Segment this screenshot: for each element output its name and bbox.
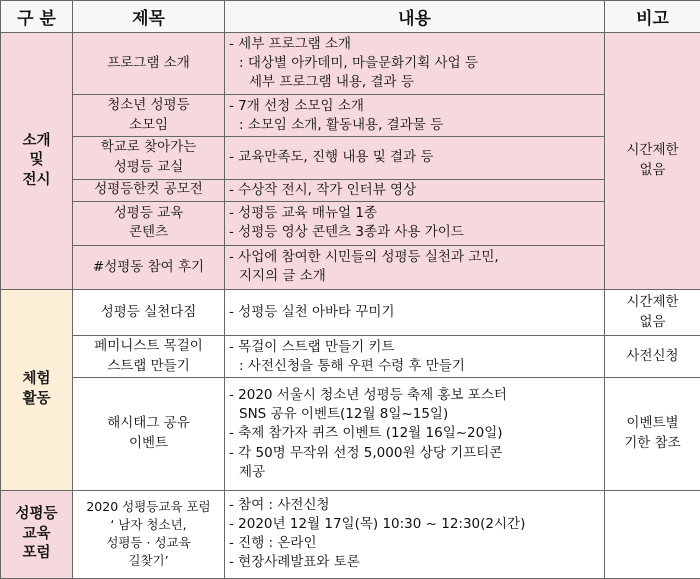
row-content: - 수상작 전시, 작가 인터뷰 영상 <box>225 179 605 201</box>
row-content: - 성평등 실천 아바타 꾸미기 <box>225 289 605 335</box>
row-content: - 성평등 교육 매뉴얼 1종 - 성평등 영상 콘텐츠 3종과 사용 가이드 <box>225 201 605 245</box>
table-row <box>1 33 700 95</box>
row-content: - 참여 : 사전신청 - 2020년 12월 17일(목) 10:30 ~ 12:30(2시간) - 진행 : 온라인 - 현장사례발표와 토론 <box>225 490 605 578</box>
row-title: 2020 성평등교육 포럼 ‘ 남자 청소년, 성평등 · 성교육 길찾기’ <box>73 490 225 578</box>
row-title: 해시태그 공유 이벤트 <box>73 378 225 490</box>
table-row <box>1 245 700 289</box>
row-title: 성평등 실천다짐 <box>73 289 225 335</box>
row-content: - 세부 프로그램 소개 : 대상별 아카데미, 마을문화기획 사업 등 세부 프로그램 내용, 결과 등 <box>225 33 605 95</box>
header-category: 구 분 <box>1 1 73 33</box>
row-title: 프로그램 소개 <box>73 33 225 95</box>
section-label-display: 소개 및 전시 <box>1 33 73 290</box>
row-content: - 사업에 참여한 시민들의 성평등 실천과 고민, 지지의 글 소개 <box>225 245 605 289</box>
row-title: 청소년 성평등 소모임 <box>73 95 225 137</box>
table-row <box>1 137 700 179</box>
row-title: 페미니스트 목걸이 스트랩 만들기 <box>73 336 225 378</box>
table-row <box>1 378 700 490</box>
row-content: - 7개 선정 소모임 소개 : 소모임 소개, 활동내용, 결과물 등 <box>225 95 605 137</box>
row-title: 성평등한컷 공모전 <box>73 179 225 201</box>
section-label-forum: 성평등 교육 포럼 <box>1 490 73 578</box>
section-label-experience: 체험 활동 <box>1 289 73 490</box>
row-content: - 2020 서울시 청소년 성평등 축제 홍보 포스터 SNS 공유 이벤트(12월 8일~15일) - 축제 참가자 퀴즈 이벤트 (12월 16일~20일) - 각 50명 무작위 선정 5,000원 상당 기프티콘 제공 <box>225 378 605 490</box>
row-remark: 시간제한 없음 <box>605 33 700 290</box>
row-content: - 목걸이 스트랩 만들기 키트 : 사전신청을 통해 우편 수령 후 만들기 <box>225 336 605 378</box>
row-title: 성평등 교육 콘텐츠 <box>73 201 225 245</box>
table-row <box>1 95 700 137</box>
row-remark: 시간제한 없음 <box>605 289 700 335</box>
table-row <box>1 201 700 245</box>
table-row <box>1 490 700 578</box>
table-row <box>1 179 700 201</box>
row-remark: 이벤트별 기한 참조 <box>605 378 700 490</box>
header-title: 제목 <box>73 1 225 33</box>
row-title: 학교로 찾아가는 성평등 교실 <box>73 137 225 179</box>
header-remark: 비고 <box>605 1 700 33</box>
row-remark: 사전신청 <box>605 336 700 378</box>
header-row <box>1 1 700 33</box>
row-content: - 교육만족도, 진행 내용 및 결과 등 <box>225 137 605 179</box>
table-row <box>1 289 700 335</box>
header-content: 내용 <box>225 1 605 33</box>
row-remark <box>605 490 700 578</box>
row-title: #성평동 참여 후기 <box>73 245 225 289</box>
table-row <box>1 336 700 378</box>
